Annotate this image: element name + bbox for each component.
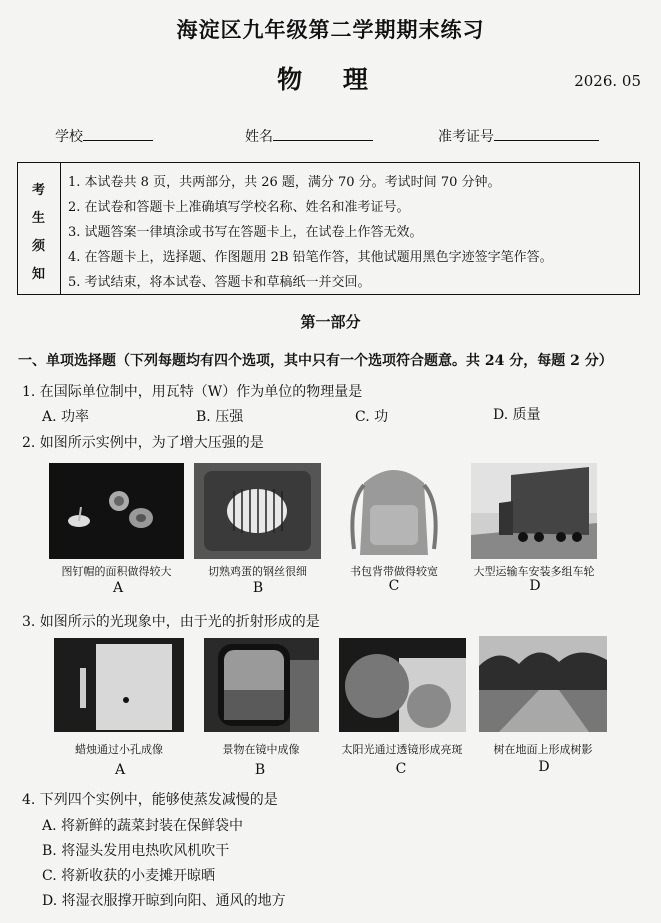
exam-title: 海淀区九年级第二学期期末练习	[176, 17, 485, 42]
q3-image-mirror	[204, 638, 319, 732]
subject-title: 物 理	[277, 65, 384, 94]
q1-option-a[interactable]: A. 功率	[42, 409, 90, 425]
q2-image-backpack	[340, 463, 448, 559]
q3-caption-c: 太阳光通过透镜形成亮斑	[341, 743, 463, 756]
q2-letter-a[interactable]: A	[112, 580, 124, 596]
candidate-notice-box	[17, 162, 640, 295]
q3-letter-a[interactable]: A	[114, 762, 126, 778]
notice-item: 3. 试题答案一律填涂或书写在答题卡上，在试卷上作答无效。	[68, 225, 423, 240]
exam-id-label: 准考证号	[438, 129, 494, 145]
notice-side-char: 生	[32, 211, 46, 226]
exam-id-field[interactable]	[438, 126, 599, 146]
q1-option-b[interactable]: B. 压强	[196, 409, 244, 425]
q2-image-egg-slicer	[194, 463, 321, 559]
q3-image-tree-shadow	[479, 636, 607, 732]
school-field[interactable]	[55, 126, 153, 146]
section-heading: 一、单项选择题（下列每题均有四个选项，其中只有一个选项符合题意。共 24 分，每题 2 分）	[18, 353, 613, 369]
q3-letter-c[interactable]: C	[395, 761, 407, 777]
q3-image-pinhole	[54, 638, 184, 732]
q3-letter-b[interactable]: B	[254, 762, 266, 778]
q2-caption-b: 切熟鸡蛋的钢丝很细	[208, 565, 307, 578]
q3-letter-d[interactable]: D	[538, 759, 550, 775]
notice-item: 2. 在试卷和答题卡上准确填写学校名称、姓名和准考证号。	[68, 200, 410, 215]
q3-caption-a: 蜡烛通过小孔成像	[75, 743, 163, 756]
q4-option-d[interactable]: D. 将湿衣服撑开晾到向阳、通风的地方	[42, 893, 286, 909]
q1-option-c[interactable]: C. 功	[355, 409, 389, 425]
name-field[interactable]	[245, 126, 373, 146]
question-3-stem: 3. 如图所示的光现象中，由于光的折射形成的是	[22, 614, 320, 630]
notice-item: 5. 考试结束，将本试卷、答题卡和草稿纸一并交回。	[68, 275, 371, 290]
q3-image-lens	[339, 638, 466, 732]
q4-option-a[interactable]: A. 将新鲜的蔬菜封装在保鲜袋中	[42, 818, 244, 834]
q3-caption-d: 树在地面上形成树影	[493, 743, 593, 756]
school-label: 学校	[55, 129, 83, 145]
name-label: 姓名	[245, 129, 273, 145]
notice-side-char: 考	[32, 183, 46, 198]
question-1-stem: 1. 在国际单位制中，用瓦特（W）作为单位的物理量是	[22, 384, 363, 400]
q2-caption-a: 图钉帽的面积做得较大	[61, 565, 172, 578]
q2-image-truck	[471, 463, 597, 559]
notice-item: 1. 本试卷共 8 页，共两部分，共 26 题，满分 70 分。考试时间 70 分钟。	[68, 175, 501, 190]
q2-letter-c[interactable]: C	[388, 578, 400, 594]
q2-image-thumbtack	[49, 463, 184, 559]
notice-side-char: 须	[32, 239, 46, 254]
notice-side-label	[18, 163, 61, 294]
q2-caption-c: 书包背带做得较宽	[350, 565, 438, 578]
notice-side-char: 知	[32, 267, 46, 282]
exam-date: 2026. 05	[574, 72, 641, 90]
q2-letter-d[interactable]: D	[529, 578, 541, 594]
part-title: 第一部分	[300, 313, 361, 331]
q2-letter-b[interactable]: B	[252, 580, 264, 596]
q3-caption-b: 景物在镜中成像	[222, 743, 300, 756]
q4-option-b[interactable]: B. 将湿头发用电热吹风机吹干	[42, 843, 230, 859]
q1-option-d[interactable]: D. 质量	[493, 407, 541, 423]
q2-caption-d: 大型运输车安装多组车轮	[473, 565, 595, 578]
question-4-stem: 4. 下列四个实例中，能够使蒸发减慢的是	[22, 792, 278, 808]
q4-option-c[interactable]: C. 将新收获的小麦摊开晾晒	[42, 868, 216, 884]
question-2-stem: 2. 如图所示实例中，为了增大压强的是	[22, 435, 264, 451]
notice-item: 4. 在答题卡上，选择题、作图题用 2B 铅笔作答，其他试题用黑色字迹签字笔作答。	[68, 250, 553, 265]
